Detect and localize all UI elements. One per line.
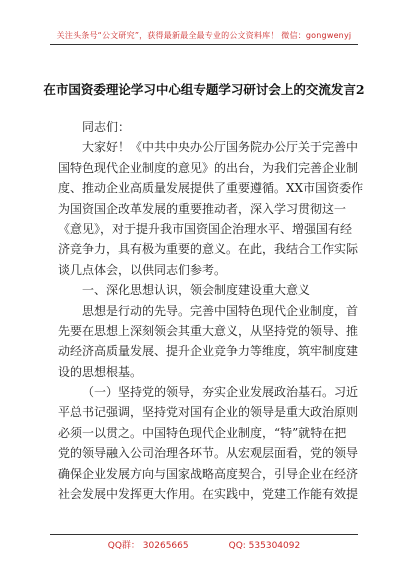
body-line: 济竞争力，具有极为重要的意义。在此，我结合工作实际 <box>58 242 359 257</box>
body-line: 确保企业发展方向与国家战略高度契合，引导企业在经济 <box>58 466 359 481</box>
body-line: 社会发展中发挥更大作用。在实践中，党建工作能有效提 <box>58 487 359 502</box>
body-line: 同志们： <box>82 120 131 134</box>
document-title: 在市国资委理论学习中心组专题学习研讨会上的交流发言2 <box>43 82 365 97</box>
header-promo-text: 关注头条号“公文研究”，获得最新最全最专业的公文资料库！ 微信：gongwenyj <box>56 31 352 40</box>
body-line: 设的思想根基。 <box>58 364 143 379</box>
footer-contact <box>0 538 408 551</box>
body-line: 党的领导融入公司治理各环节。从宏观层面看，党的领导 <box>58 446 359 461</box>
body-line: 思想是行动的先导。完善中国特色现代企业制度，首 <box>82 303 359 318</box>
body-line: 先要在思想上深刻领会其重大意义，从坚持党的领导、推 <box>58 323 359 338</box>
body-line: （一）坚持党的领导，夯实企业发展政治基石。习近 <box>82 385 359 400</box>
footer-qq-number: QQ: 535304092 <box>228 541 301 551</box>
body-line: 国特色现代企业制度的意见》的出台，为我们完善企业制 <box>58 160 359 175</box>
body-line: 动经济高质量发展、提升企业竞争力等维度，筑牢制度建 <box>58 344 359 359</box>
page-header <box>0 6 408 46</box>
footer-divider <box>50 534 358 535</box>
body-line: 谈几点体会，以供同志们参考。 <box>58 262 227 277</box>
body-line: 平总书记强调，坚持党对国有企业的领导是重大政治原则 <box>58 405 359 420</box>
body-line: 一、深化思想认识，领会制度建设重大意义 <box>82 283 311 298</box>
body-line: 必须一以贯之。中国特色现代企业制度，“特”就特在把 <box>58 425 347 440</box>
body-line: 大家好！《中共中央办公厅国务院办公厅关于完善中 <box>82 140 359 155</box>
header-divider <box>50 44 358 45</box>
page-footer <box>0 534 408 574</box>
document-body <box>58 117 364 504</box>
body-line: 度、推动企业高质量发展提供了重要遵循。XX市国资委作 <box>58 181 364 196</box>
body-line: 《意见》，对于提升我市国资国企治理水平、增强国有经 <box>58 221 353 236</box>
footer-qq-group: QQ群： 30265665 <box>107 541 189 551</box>
body-line: 为国资国企改革发展的重要推动者，深入学习贯彻这一 <box>58 201 347 216</box>
